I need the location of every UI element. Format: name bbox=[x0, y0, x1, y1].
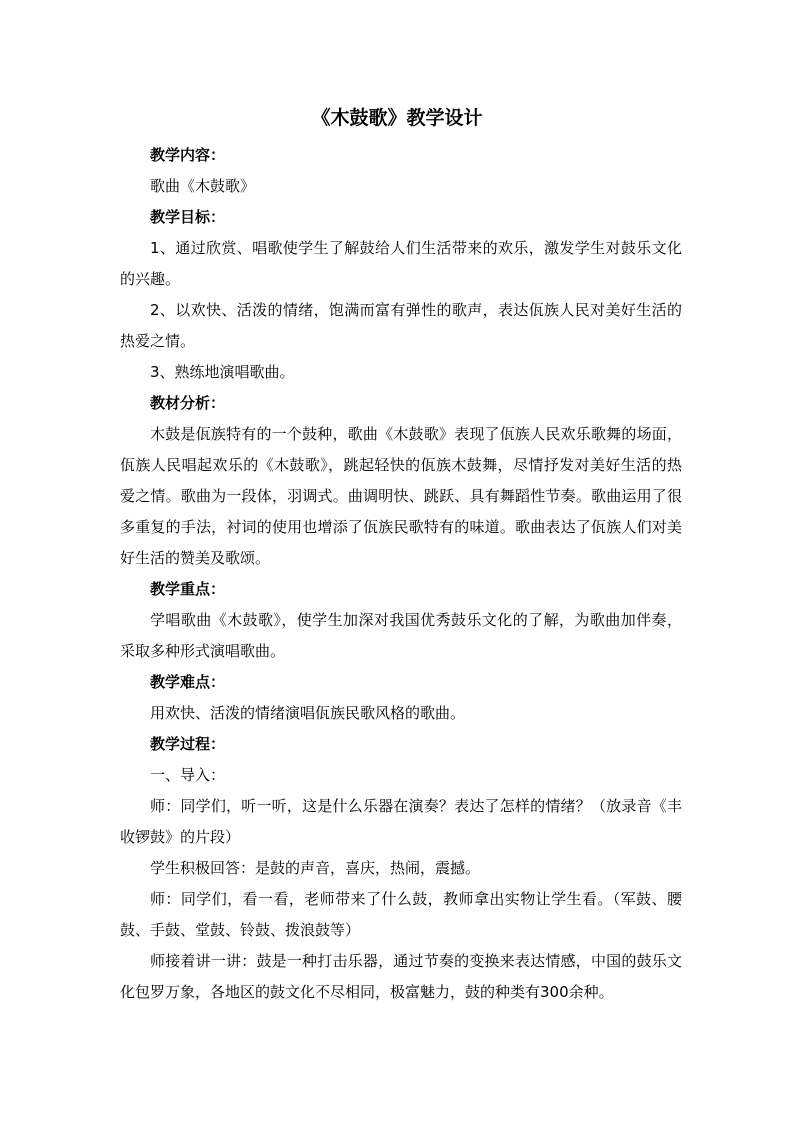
heading-teaching-process: 教学过程： bbox=[150, 735, 226, 753]
paragraph-goal-3: 3、熟练地演唱歌曲。 bbox=[150, 363, 295, 381]
paragraph-process-3: 师：同学们，看一看，老师带来了什么鼓，教师拿出实物让学生看。（军鼓、腰鼓、手鼓、堂鼓、铃鼓、拨浪鼓等） bbox=[120, 890, 682, 939]
paragraph-step-1: 一、导入： bbox=[150, 766, 226, 784]
document-title: 《木鼓歌》教学设计 bbox=[311, 107, 483, 129]
paragraph-content: 歌曲《木鼓歌》 bbox=[150, 177, 256, 195]
paragraph-process-2: 学生积极回答：是鼓的声音，喜庆，热闹，震撼。 bbox=[150, 859, 481, 877]
paragraph-process-1: 师：同学们，听一听，这是什么乐器在演奏？表达了怎样的情绪？（放录音《丰收锣鼓》的片段） bbox=[120, 797, 682, 846]
heading-material-analysis: 教材分析： bbox=[150, 394, 226, 412]
heading-difficult-points: 教学难点： bbox=[150, 673, 226, 691]
paragraph-key-points: 学唱歌曲《木鼓歌》，使学生加深对我国优秀鼓乐文化的了解，为歌曲加伴奏，采取多种形式演唱歌曲。 bbox=[120, 611, 682, 660]
paragraph-difficult-points: 用欢快、活泼的情绪演唱佤族民歌风格的歌曲。 bbox=[150, 704, 466, 722]
paragraph-analysis: 木鼓是佤族特有的一个鼓种，歌曲《木鼓歌》表现了佤族人民欢乐歌舞的场面，佤族人民唱起欢乐的《木鼓歌》，跳起轻快的佤族木鼓舞，尽情抒发对美好生活的热爱之情。歌曲为一段体，羽调式。曲调明快、跳跃、具有舞蹈性节奏。歌曲运用了很多重复的手法，衬词的使用也增添了佤族民歌特有的味道。歌曲表达了佤族人们对美好生活的赞美及歌颂。 bbox=[120, 425, 682, 567]
paragraph-goal-1: 1、通过欣赏、唱歌使学生了解鼓给人们生活带来的欢乐，激发学生对鼓乐文化的兴趣。 bbox=[120, 239, 682, 288]
heading-teaching-goals: 教学目标： bbox=[150, 208, 226, 226]
heading-key-points: 教学重点： bbox=[150, 580, 226, 598]
heading-teaching-content: 教学内容： bbox=[150, 146, 226, 164]
paragraph-process-4: 师接着讲一讲：鼓是一种打击乐器，通过节奏的变换来表达情感，中国的鼓乐文化包罗万象，各地区的鼓文化不尽相同，极富魅力，鼓的种类有300余种。 bbox=[120, 952, 682, 1001]
paragraph-goal-2: 2、以欢快、活泼的情绪，饱满而富有弹性的歌声，表达佤族人民对美好生活的热爱之情。 bbox=[120, 301, 682, 350]
document-body bbox=[120, 140, 682, 1008]
